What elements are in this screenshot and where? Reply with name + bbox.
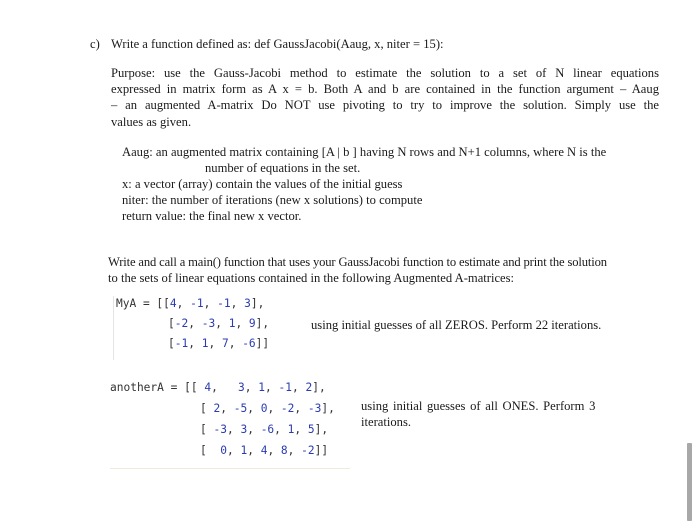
purpose-paragraph <box>111 65 659 130</box>
matrix-value: -5 <box>233 402 248 415</box>
matrix-value: 2 <box>305 381 313 394</box>
code-line: [ 2, -5, 0, -2, -3], <box>200 402 335 415</box>
code-line: [ -3, 3, -6, 1, 5], <box>200 423 329 436</box>
matrix-name: MyA <box>116 297 137 310</box>
matrix-value: 7 <box>221 337 229 350</box>
matrix-value: 1 <box>240 444 248 457</box>
matrix-value: 1 <box>258 381 265 394</box>
matrix-value: 3 <box>240 423 248 436</box>
code-block-anothera <box>110 380 350 469</box>
anothera-note-line1: using initial guesses of all ONES. Perform 3 <box>361 399 596 413</box>
matrix-value: -1 <box>278 381 292 394</box>
purpose-line: Purpose: use the Gauss-Jacobi method to estimate the solution to a set of N linear equations <box>111 66 659 80</box>
param-niter: niter: the number of iterations (new x solutions) to compute <box>122 193 423 207</box>
matrix-value: 5 <box>307 423 315 436</box>
code-line: [-2, -3, 1, 9], <box>168 317 270 330</box>
code-line: [ 0, 1, 4, 8, -2]] <box>200 444 329 457</box>
matrix-value: 2 <box>213 402 221 415</box>
matrix-value: -2 <box>174 317 189 330</box>
matrix-value: 4 <box>197 381 212 394</box>
code-block-mya <box>113 296 304 360</box>
matrix-value: -2 <box>280 402 295 415</box>
matrix-name: anotherA <box>110 381 164 394</box>
matrix-value: 1 <box>201 337 209 350</box>
matrix-value: 8 <box>280 444 288 457</box>
param-x: x: a vector (array) contain the values of the initial guess <box>122 177 403 191</box>
vertical-scrollbar[interactable] <box>687 443 692 521</box>
purpose-line: values as given. <box>111 114 192 129</box>
matrix-value: -6 <box>260 423 275 436</box>
matrix-value: -3 <box>307 402 322 415</box>
matrix-value: 4 <box>260 444 268 457</box>
code-line: MyA = [[4, -1, -1, 3], <box>116 297 265 310</box>
question-heading: Write a function defined as: def GaussJacobi(Aaug, x, niter = 15): <box>111 37 444 51</box>
param-aaug-line2: number of equations in the set. <box>205 161 361 175</box>
purpose-line: – an augmented A-matrix Do NOT use pivoting to try to improve the solution. Simply use the <box>111 98 659 113</box>
main-instruction-line: Write and call a main() function that uses your GaussJacobi function to estimate and print the solution <box>108 255 607 269</box>
matrix-value: -1 <box>190 297 204 310</box>
matrix-value: 4 <box>169 297 177 310</box>
matrix-value: -6 <box>242 337 256 350</box>
param-return: return value: the final new x vector. <box>122 209 302 223</box>
purpose-line: expressed in matrix form as A x = b. Both A and b are contained in the function argument – Aaug <box>111 82 659 97</box>
code-line: [-1, 1, 7, -6]] <box>168 337 270 350</box>
matrix-value: 9 <box>248 317 256 330</box>
param-aaug-line1: Aaug: an augmented matrix containing [A | b ] having N rows and N+1 columns, where N is the <box>122 145 607 159</box>
question-label: c) <box>90 37 100 51</box>
matrix-value: -1 <box>174 337 189 350</box>
matrix-value: 1 <box>228 317 236 330</box>
matrix-value: 0 <box>260 402 268 415</box>
matrix-value: 3 <box>231 381 245 394</box>
anothera-note-line2: iterations. <box>361 415 412 429</box>
matrix-value: -3 <box>201 317 216 330</box>
code-line: anotherA = [[ 4, 3, 1, -1, 2], <box>110 381 326 394</box>
mya-note: using initial guesses of all ZEROS. Perform 22 iterations. <box>311 318 602 332</box>
matrix-value: -1 <box>217 297 231 310</box>
matrix-value: 1 <box>287 423 295 436</box>
main-instruction-line: to the sets of linear equations contained in the following Augmented A-matrices: <box>108 271 515 285</box>
matrix-value: -3 <box>213 423 227 436</box>
matrix-value: 3 <box>244 297 251 310</box>
matrix-value: -2 <box>301 444 315 457</box>
matrix-value: 0 <box>220 444 227 457</box>
